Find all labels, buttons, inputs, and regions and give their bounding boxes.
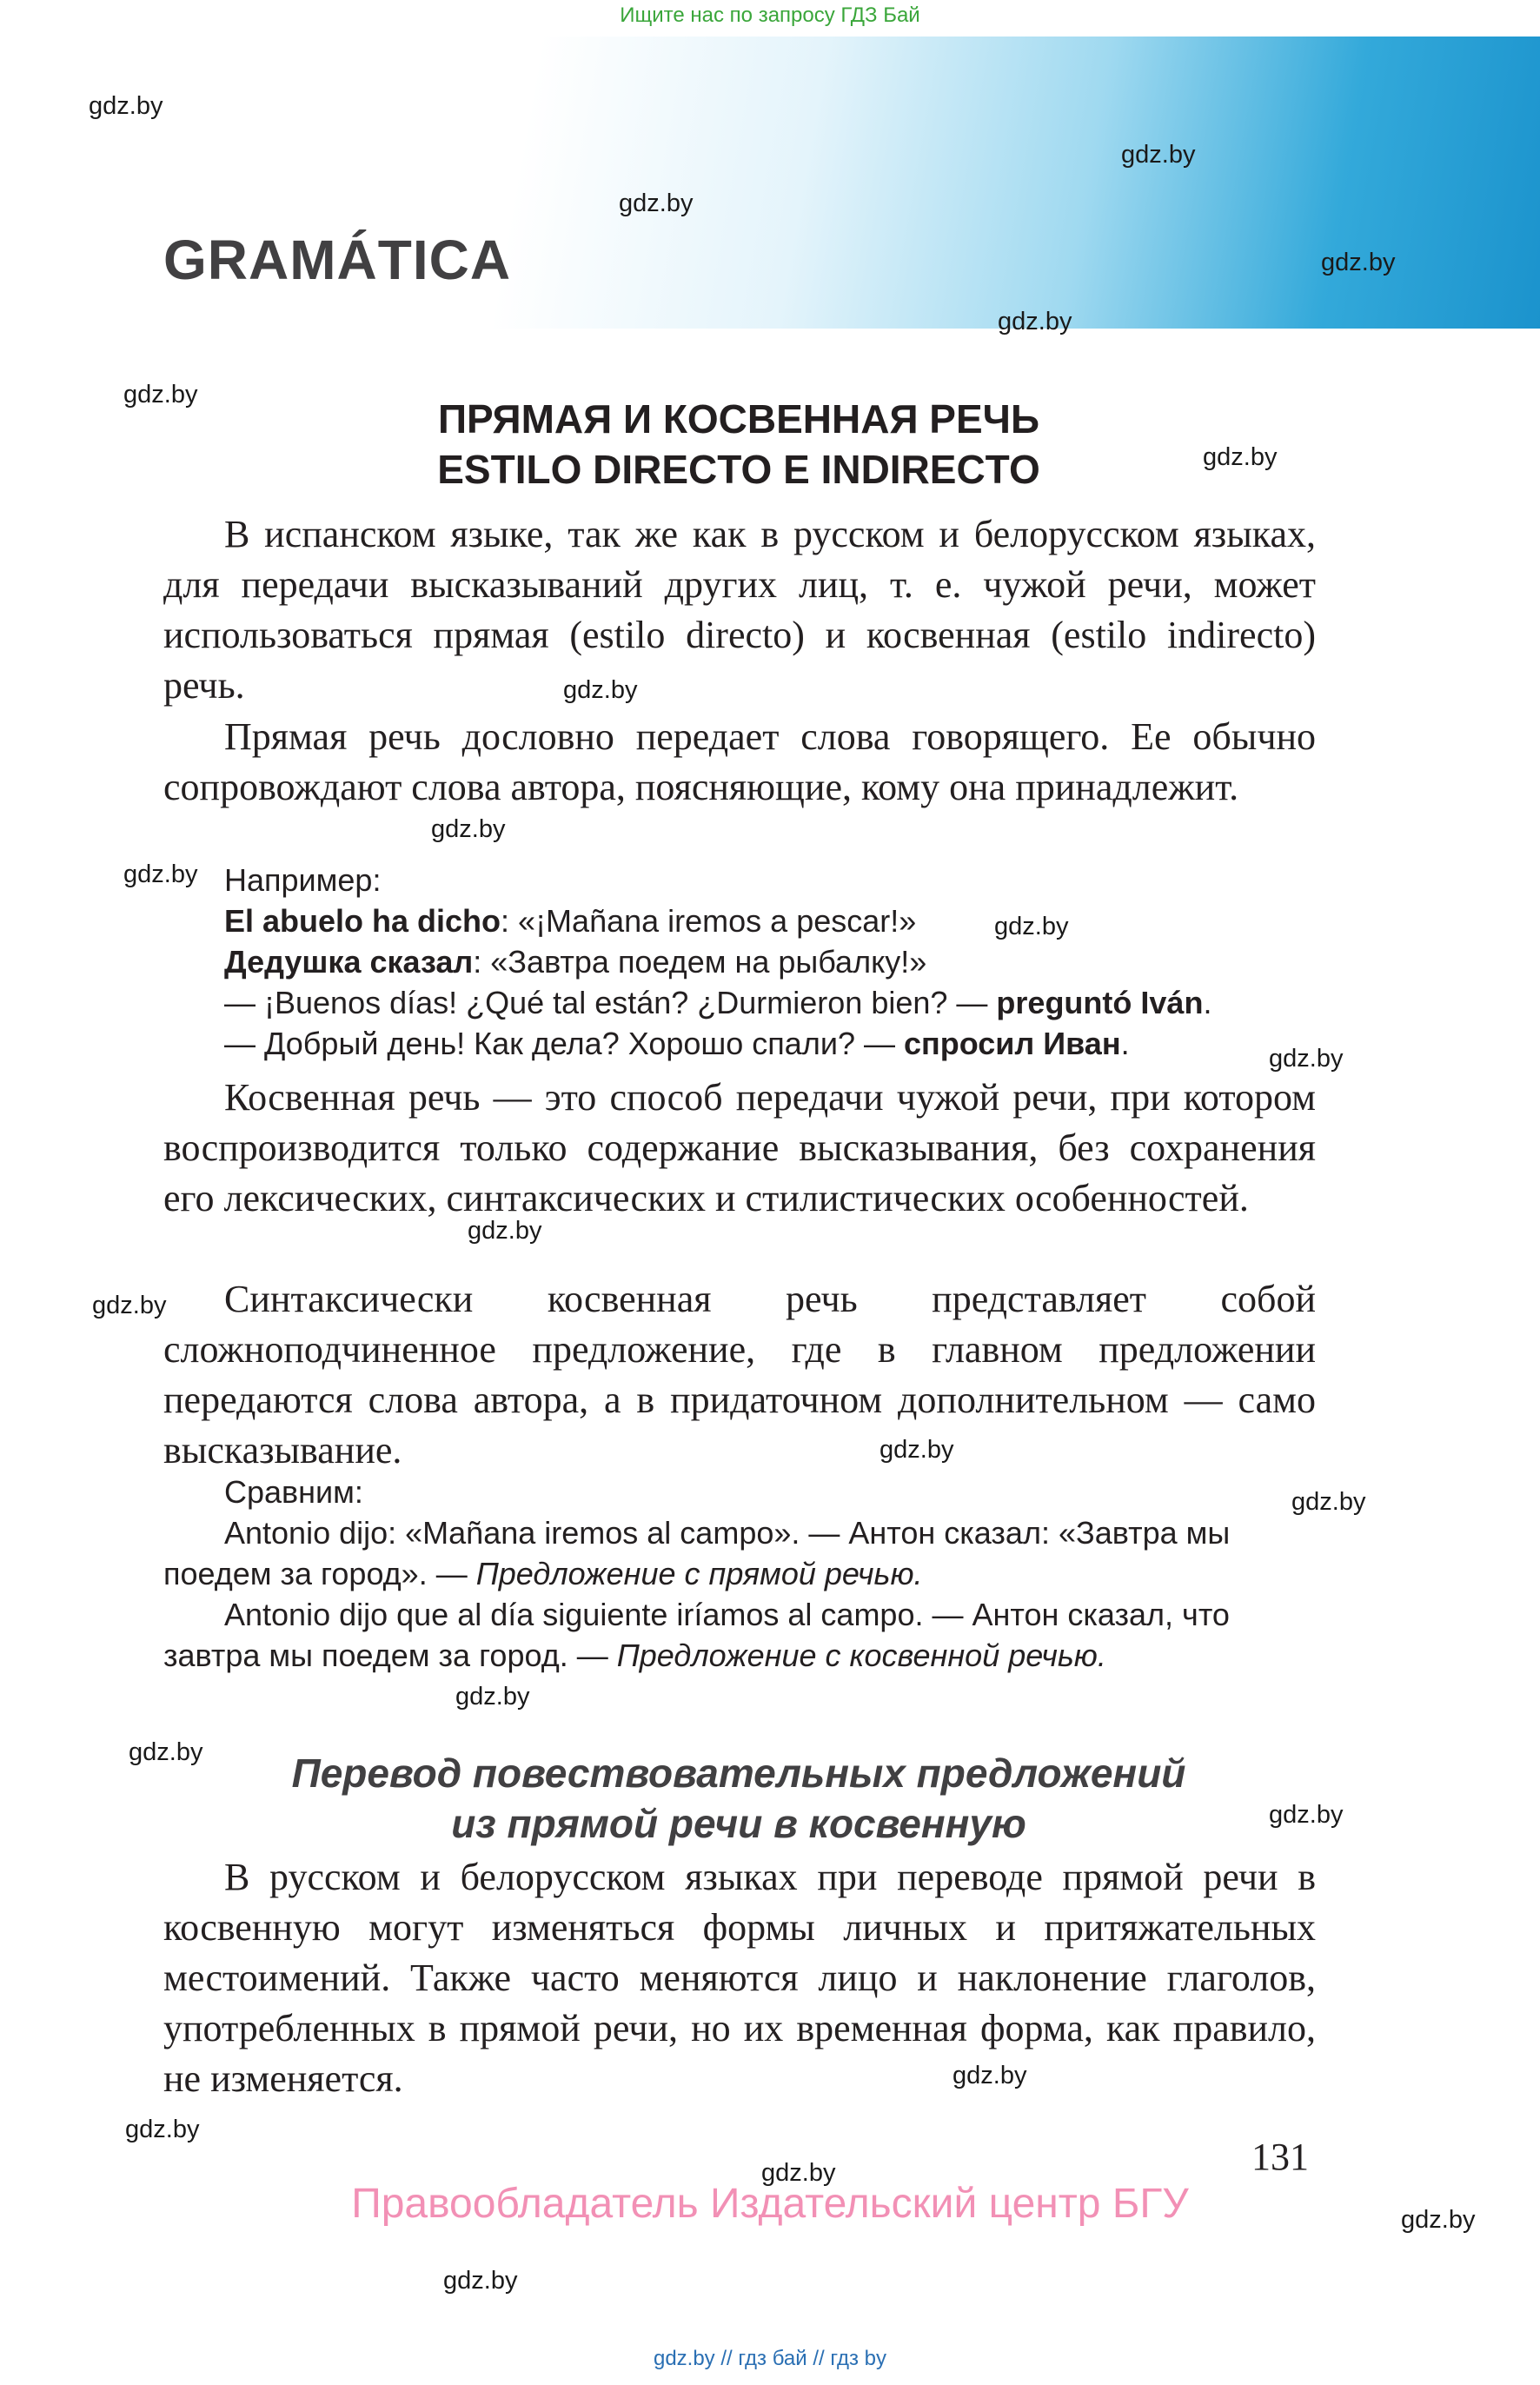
page-number: 131 [1251,2136,1309,2178]
watermark: gdz.by [123,381,198,409]
watermark: gdz.by [1269,1045,1344,1073]
watermark: gdz.by [619,189,694,217]
section-title-es: ESTILO DIRECTO E INDIRECTO [437,447,1040,492]
example-intro: Например: [224,862,382,898]
watermark: gdz.by [1321,249,1396,276]
comparison-line: Antonio dijo: «Mañana iremos al campo». — Антон сказал: «Завтра мы поедем за город». — Предложение с прямой речью. [163,1515,1231,1591]
watermark: gdz.by [129,1738,203,1766]
watermark: gdz.by [1401,2206,1476,2234]
watermark: gdz.by [455,1683,530,1711]
section-title-ru: ПРЯМАЯ И КОСВЕННАЯ РЕЧЬ [437,396,1040,442]
watermark: gdz.by [953,2062,1027,2089]
comparison-line: Antonio dijo que al día siguiente iríamos al campo. — Антон сказал, что завтра мы поедем за город. — Предложение с косвенной речью. [163,1597,1230,1673]
watermark: gdz.by [89,92,163,120]
watermark: gdz.by [761,2159,836,2187]
example-line: El abuelo ha dicho: «¡Mañana iremos a pescar!» [224,903,917,939]
watermark: gdz.by [468,1217,542,1245]
watermark: gdz.by [1269,1801,1344,1829]
watermark: gdz.by [880,1436,954,1464]
comparison-block [163,1472,1316,1676]
watermark: gdz.by [443,2267,518,2295]
comparison-intro: Сравним: [224,1474,363,1510]
watermark: gdz.by [125,2116,200,2143]
watermark: gdz.by [123,860,198,888]
paragraph: В испанском языке, так же как в русском и белорусском языках, для передачи высказываний других лиц, т. е. чужой речи, может использоваться прямая (estilo directo) и косвенная (estilo indirecto) речь. [163,513,1316,707]
watermark: gdz.by [92,1292,167,1319]
watermark: gdz.by [1203,443,1278,471]
example-line: — Добрый день! Как дела? Хорошо спали? — спросил Иван. [224,1026,1130,1061]
footer-links[interactable]: gdz.by // гдз бай // гдз by [653,2347,887,2370]
example-line: — ¡Buenos días! ¿Qué tal están? ¿Durmieron bien? — preguntó Iván. [224,985,1212,1020]
watermark: gdz.by [998,308,1072,335]
subsection-title-line1: Перевод повествовательных предложений [291,1751,1186,1796]
page-title: GRAMÁTICA [163,229,512,291]
example-block [163,860,1316,1064]
watermark: gdz.by [1291,1488,1366,1516]
subsection-title-line2: из прямой речи в косвенную [451,1801,1026,1846]
watermark: gdz.by [994,913,1069,940]
watermark: gdz.by [1121,141,1196,169]
top-note: Ищите нас по запросу ГДЗ Бай [620,3,920,27]
paragraph: Прямая речь дословно передает слова говорящего. Ее обычно сопровождают слова автора, поясняющие, кому она принадлежит. [163,715,1316,808]
paragraph: В русском и белорусском языках при переводе прямой речи в косвенную могут изменяться формы личных и притяжательных местоимений. Также часто меняются лицо и наклонение глаголов, употребленных в прямой речи, но их временная форма, как правило, не изменяется. [163,1856,1316,2100]
paragraph: Косвенная речь — это способ передачи чужой речи, при котором воспроизводится только содержание высказывания, без сохранения его лексических, синтаксических и стилистических особенностей. [163,1076,1316,1219]
paragraph: Синтаксически косвенная речь представляет собой сложноподчиненное предложение, где в главном предложении передаются слова автора, а в придаточном дополнительном — само высказывание. [163,1278,1316,1472]
watermark: gdz.by [563,676,638,704]
copyright-holder: Правообладатель Издательский центр БГУ [351,2181,1189,2227]
watermark: gdz.by [431,815,506,843]
example-line: Дедушка сказал: «Завтра поедем на рыбалку!» [224,944,927,980]
